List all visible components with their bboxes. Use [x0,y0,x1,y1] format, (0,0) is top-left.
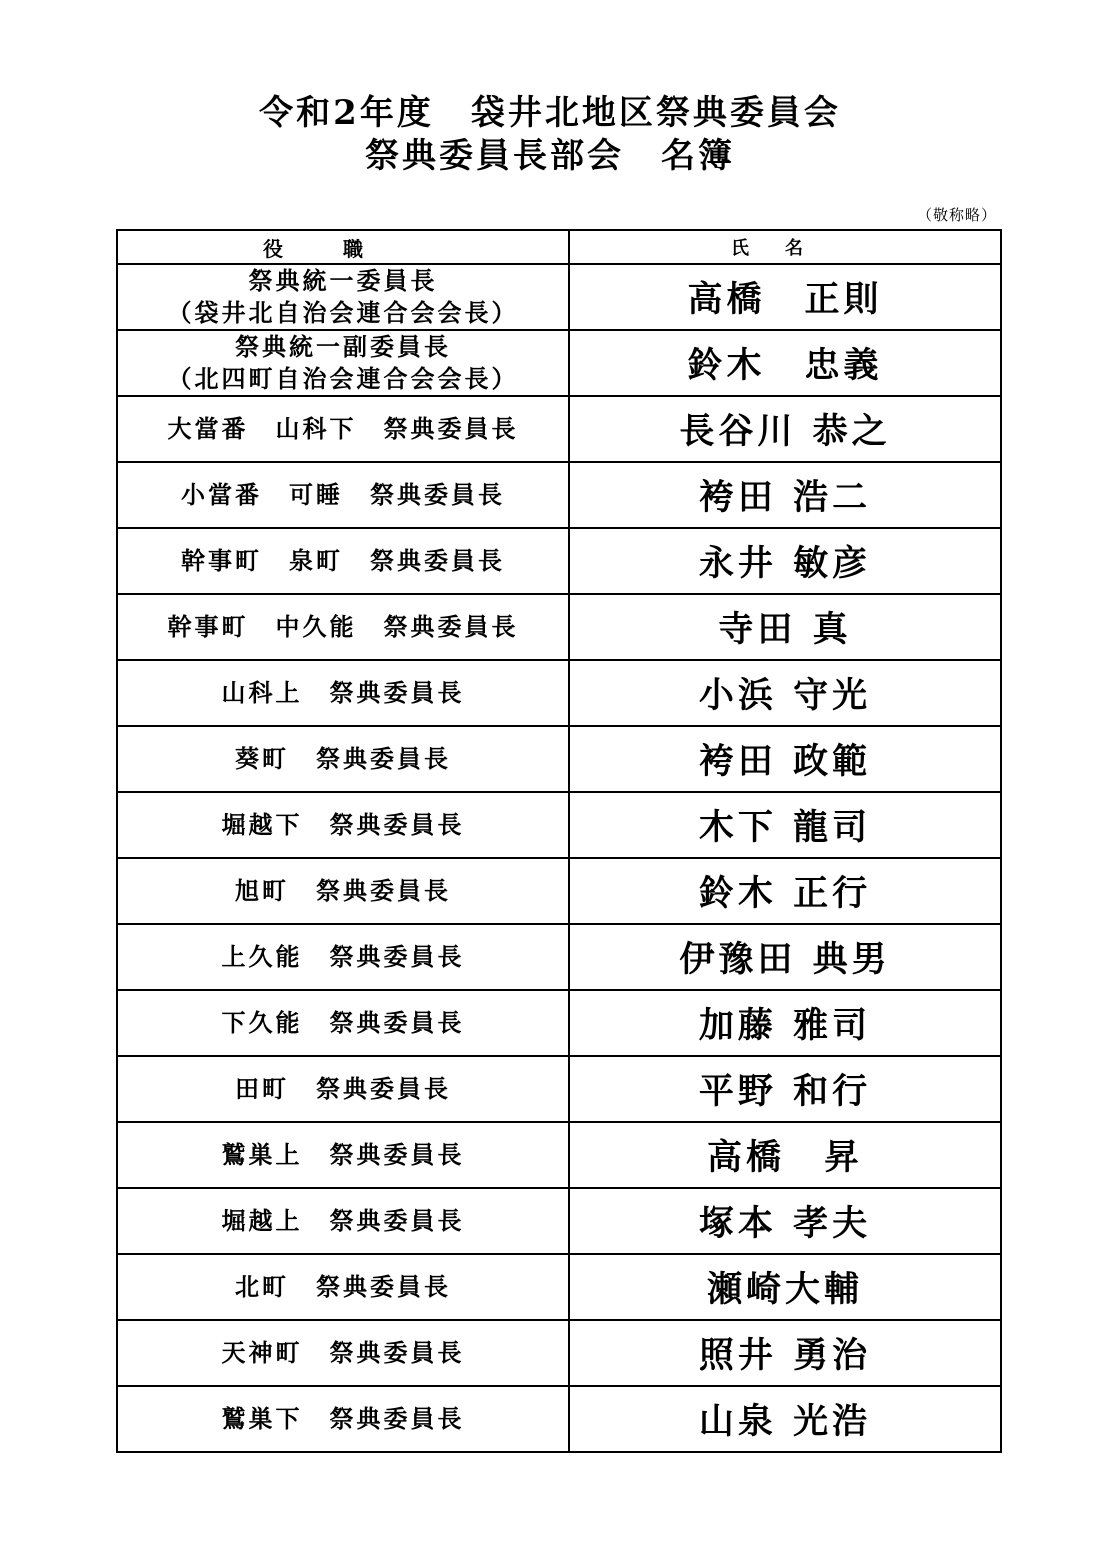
role-cell: 小當番 可睡 祭典委員長 [117,462,569,528]
name-cell: 袴田 浩二 [569,462,1001,528]
table-row [117,726,1001,792]
table-row [117,1386,1001,1452]
table-row [117,1188,1001,1254]
role-title: 祭典統一委員長 [248,266,438,295]
name-cell: 小浜 守光 [569,660,1001,726]
header-row [117,230,1001,264]
table-row [117,330,1001,396]
document-subtitle: 祭典委員長部会 名簿 [365,136,735,176]
role-affiliation: （北四町自治会連合会会長） [167,364,519,393]
roster-table [116,229,1002,1453]
name-cell: 照井 勇治 [569,1320,1001,1386]
table-row [117,594,1001,660]
name-cell: 袴田 政範 [569,726,1001,792]
name-cell: 高橋 正則 [569,264,1001,330]
name-cell: 永井 敏彦 [569,528,1001,594]
table-row [117,792,1001,858]
table-row [117,990,1001,1056]
name-cell: 木下 龍司 [569,792,1001,858]
header-name: 氏名 [569,230,1001,264]
name-cell: 塚本 孝夫 [569,1188,1001,1254]
name-cell: 平野 和行 [569,1056,1001,1122]
role-cell: 天神町 祭典委員長 [117,1320,569,1386]
table-row [117,1122,1001,1188]
table-row [117,924,1001,990]
table-row [117,462,1001,528]
role-cell: 鷲巣上 祭典委員長 [117,1122,569,1188]
name-cell: 長谷川 恭之 [569,396,1001,462]
role-cell: 北町 祭典委員長 [117,1254,569,1320]
name-cell: 伊豫田 典男 [569,924,1001,990]
name-cell: 高橋 昇 [569,1122,1001,1188]
table-row [117,660,1001,726]
role-cell: 堀越上 祭典委員長 [117,1188,569,1254]
name-cell: 加藤 雅司 [569,990,1001,1056]
role-cell: 山科上 祭典委員長 [117,660,569,726]
table-row [117,858,1001,924]
table-row [117,1254,1001,1320]
document-title: 令和2年度 袋井北地区祭典委員会 [259,93,841,133]
role-affiliation: （袋井北自治会連合会会長） [167,298,519,327]
role-cell [117,264,569,330]
role-cell: 上久能 祭典委員長 [117,924,569,990]
table-row [117,396,1001,462]
role-cell: 幹事町 中久能 祭典委員長 [117,594,569,660]
name-cell: 鈴木 正行 [569,858,1001,924]
role-cell: 幹事町 泉町 祭典委員長 [117,528,569,594]
role-cell: 大當番 山科下 祭典委員長 [117,396,569,462]
table-row [117,1056,1001,1122]
header-role: 役職 [117,230,569,264]
role-cell: 葵町 祭典委員長 [117,726,569,792]
table-row [117,1320,1001,1386]
name-cell: 鈴木 忠義 [569,330,1001,396]
role-cell [117,330,569,396]
role-cell: 田町 祭典委員長 [117,1056,569,1122]
role-cell: 下久能 祭典委員長 [117,990,569,1056]
honorifics-omitted-note: （敬称略） [916,206,997,224]
table-row [117,528,1001,594]
name-cell: 寺田 真 [569,594,1001,660]
role-cell: 旭町 祭典委員長 [117,858,569,924]
role-title: 祭典統一副委員長 [235,332,451,361]
role-cell: 鷲巣下 祭典委員長 [117,1386,569,1452]
name-cell: 瀬崎大輔 [569,1254,1001,1320]
table-row [117,264,1001,330]
name-cell: 山泉 光浩 [569,1386,1001,1452]
role-cell: 堀越下 祭典委員長 [117,792,569,858]
